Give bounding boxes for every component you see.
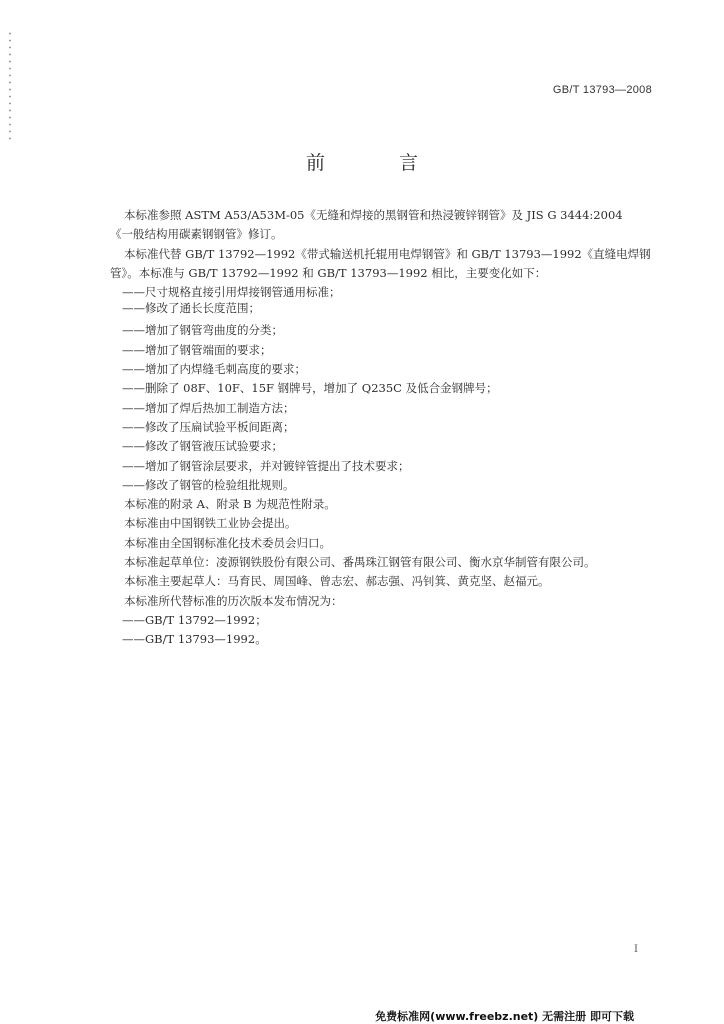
paragraph-line: 本标准由全国钢标准化技术委员会归口。 <box>124 535 331 550</box>
list-item: ——增加了焊后热加工制造方法； <box>122 400 295 415</box>
footer-watermark: 免费标准网(www.freebz.net) 无需注册 即可下载 <box>375 1010 634 1023</box>
paragraph-line: 本标准起草单位：凌源钢铁股份有限公司、番禺珠江钢管有限公司、衡水京华制管有限公司。 <box>124 555 596 570</box>
binding-dots <box>9 30 11 140</box>
paragraph-line: 本标准主要起草人：马育民、周国峰、曾志宏、郝志强、冯钊箕、黄克坚、赵福元。 <box>124 574 550 589</box>
list-item: ——修改了钢管液压试验要求； <box>122 439 283 454</box>
list-item: ——修改了压扁试验平板间距离； <box>122 419 295 434</box>
paragraph-line: 《一般结构用碳素钢钢管》修订。 <box>110 227 283 242</box>
list-item: ——增加了钢管端面的要求； <box>122 342 272 357</box>
list-item: ——GB/T 13792—1992； <box>122 612 267 627</box>
page-number: I <box>634 944 638 955</box>
list-item: ——GB/T 13793—1992。 <box>122 632 267 647</box>
list-item: ——增加了钢管弯曲度的分类； <box>122 323 283 338</box>
list-item: ——修改了钢管的检验组批规则。 <box>122 477 295 492</box>
list-item: ——增加了钢管涂层要求，并对镀锌管提出了技术要求； <box>122 458 410 473</box>
paragraph-line: 本标准所代替标准的历次版本发布情况为： <box>124 593 343 608</box>
paragraph-line: 管》。本标准与 GB/T 13792—1992 和 GB/T 13793—1992 相比，主要变化如下： <box>110 265 547 280</box>
list-item: ——尺寸规格直接引用焊接钢管通用标准； <box>122 285 341 300</box>
list-item: ——修改了通长长度范围； <box>122 302 260 316</box>
paragraph-line: 本标准代替 GB/T 13792—1992《带式输送机托辊用电焊钢管》和 GB/T 13793—1992《直缝电焊钢 <box>124 246 651 261</box>
paragraph-line: 本标准的附录 A、附录 B 为规范性附录。 <box>124 497 336 512</box>
list-item: ——删除了 08F、10F、15F 钢牌号，增加了 Q235C 及低合金钢牌号； <box>122 381 498 396</box>
paragraph-line: 本标准由中国钢铁工业协会提出。 <box>124 516 297 531</box>
foreword-body <box>110 206 655 650</box>
page-title: 前 言 <box>305 152 453 174</box>
paragraph-line: 本标准参照 ASTM A53/A53M-05《无缝和焊接的黑钢管和热浸镀锌钢管》及 JIS G 3444:2004 <box>124 208 623 222</box>
list-item: ——增加了内焊缝毛刺高度的要求； <box>122 362 306 377</box>
document-code: GB/T 13793—2008 <box>552 84 652 96</box>
